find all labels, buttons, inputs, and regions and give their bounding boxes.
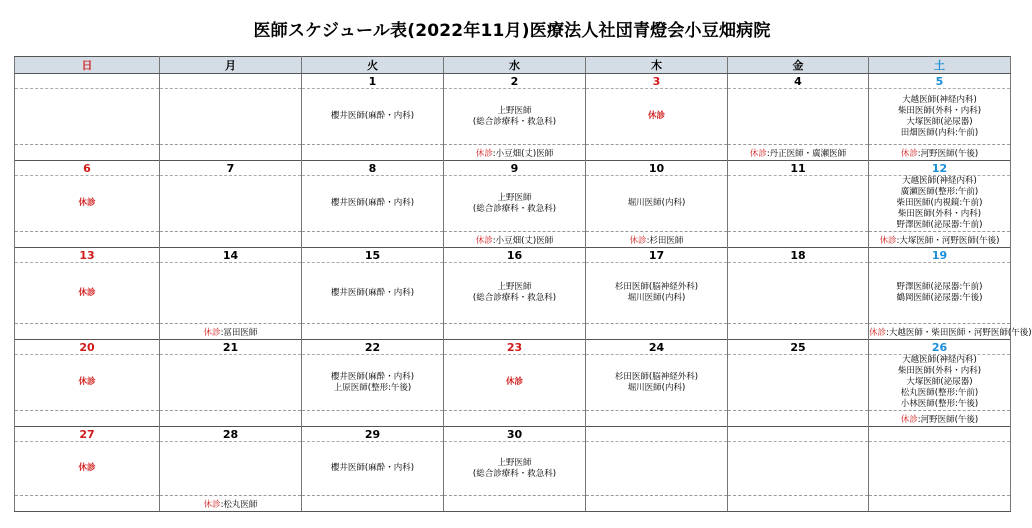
- closed-doctor: :大越医師・柴田医師・河野医師(午後): [886, 327, 1032, 338]
- week2-note-row: [15, 232, 1011, 248]
- note-cell: [728, 411, 869, 427]
- schedule-cell: [586, 263, 728, 324]
- schedule-cell: [160, 442, 302, 496]
- closed-doctor: :大塚医師・河野医師(午後): [896, 235, 1000, 246]
- day-number: 16: [444, 248, 586, 263]
- doctor-entry: 櫻井医師(麻酔・内科): [330, 198, 415, 208]
- day-number: 17: [586, 248, 728, 263]
- schedule-cell: [869, 176, 1011, 232]
- closed-label: 休診: [15, 442, 160, 496]
- doctor-entry: 大越医師(神経内科): [902, 355, 977, 365]
- closed-doctor: :松丸医師: [220, 499, 258, 510]
- closed-label: 休診: [444, 355, 586, 411]
- note-cell: [869, 411, 1011, 427]
- weekday-sun: 日: [15, 57, 160, 74]
- note-cell: [302, 496, 444, 512]
- schedule-cell: [444, 176, 586, 232]
- day-number: 3: [586, 74, 728, 89]
- note-cell: [728, 232, 869, 248]
- doctor-entry: 柴田医師(外科・内科): [897, 105, 982, 116]
- doctor-entry: 大越医師(神経内科): [902, 176, 977, 186]
- week4-day-row: [15, 340, 1011, 355]
- day-number: [728, 427, 869, 442]
- note-cell: [444, 232, 586, 248]
- week5-day-row: [15, 427, 1011, 442]
- closed-label: 休診: [15, 176, 160, 232]
- weekday-header-row: [15, 57, 1011, 74]
- note-cell: [302, 232, 444, 248]
- week4-schedule-row: [15, 355, 1011, 411]
- doctor-entry: 柴田医師(外科・内科): [897, 209, 982, 219]
- closed-label: 休診: [15, 263, 160, 324]
- schedule-cell: [728, 176, 869, 232]
- schedule-cell: [444, 442, 586, 496]
- weekday-wed: 水: [444, 57, 586, 74]
- weekday-mon: 月: [160, 57, 302, 74]
- day-number: 27: [15, 427, 160, 442]
- note-cell: [160, 145, 302, 161]
- note-cell: [15, 145, 160, 161]
- doctor-entry: 松丸医師(整形:午前): [900, 388, 979, 398]
- doctor-entry: 堀川医師(内科): [627, 198, 686, 208]
- week4-note-row: [15, 411, 1011, 427]
- closed-tag: 休診: [203, 499, 221, 510]
- day-number: [160, 74, 302, 89]
- doctor-entry: 杉田医師(脳神経外科): [614, 371, 699, 382]
- schedule-cell: [160, 355, 302, 411]
- schedule-cell: [302, 263, 444, 324]
- note-cell: [160, 232, 302, 248]
- day-number: 28: [160, 427, 302, 442]
- closed-label: 休診: [15, 355, 160, 411]
- doctor-specialty: (総合診療科・救急科): [472, 116, 557, 127]
- note-cell: [302, 145, 444, 161]
- closed-doctor: :杉田医師: [646, 235, 684, 246]
- note-cell: [302, 411, 444, 427]
- doctor-entry: 櫻井医師(麻酔・内科): [330, 371, 415, 382]
- doctor-entry: 小林医師(整形:午後): [900, 399, 979, 409]
- week1-day-row: [15, 74, 1011, 89]
- closed-tag: 休診: [475, 148, 493, 159]
- schedule-cell: [586, 355, 728, 411]
- closed-tag: 休診: [749, 148, 767, 159]
- schedule-cell: [160, 89, 302, 145]
- doctor-entry: 櫻井医師(麻酔・内科): [330, 111, 415, 121]
- closed-doctor: :河野医師(午後): [917, 414, 979, 425]
- day-number: 7: [160, 161, 302, 176]
- day-number: 4: [728, 74, 869, 89]
- schedule-cell: [15, 89, 160, 145]
- schedule-cell: [728, 442, 869, 496]
- doctor-entry: 廣瀬医師(整形:午前): [900, 187, 979, 197]
- day-number: 20: [15, 340, 160, 355]
- note-cell: [444, 496, 586, 512]
- page-title: 医師スケジュール表(2022年11月)医療法人社団青燈会小豆畑病院: [253, 21, 771, 41]
- closed-tag: 休診: [900, 414, 918, 425]
- schedule-cell: [728, 263, 869, 324]
- day-number: 14: [160, 248, 302, 263]
- day-number: 26: [869, 340, 1011, 355]
- day-number: 23: [444, 340, 586, 355]
- weekday-tue: 火: [302, 57, 444, 74]
- day-number: 22: [302, 340, 444, 355]
- day-number: 18: [728, 248, 869, 263]
- week1-note-row: [15, 145, 1011, 161]
- note-cell: [586, 496, 728, 512]
- day-number: 29: [302, 427, 444, 442]
- closed-tag: 休診: [900, 148, 918, 159]
- day-number: 12: [869, 161, 1011, 176]
- schedule-cell: [302, 355, 444, 411]
- schedule-cell: [869, 442, 1011, 496]
- doctor-entry: 堀川医師(内科): [627, 382, 686, 393]
- week5-schedule-row: [15, 442, 1011, 496]
- week3-day-row: [15, 248, 1011, 263]
- day-number: 10: [586, 161, 728, 176]
- schedule-cell: [444, 89, 586, 145]
- day-number: 21: [160, 340, 302, 355]
- doctor-entry: 野澤医師(泌尿器:午前): [896, 220, 983, 230]
- note-cell: [15, 324, 160, 340]
- doctor-entry: 大越医師(神経内科): [902, 94, 977, 105]
- day-number: 24: [586, 340, 728, 355]
- closed-doctor: :小豆畑(丈)医師: [492, 235, 554, 246]
- schedule-cell: [302, 89, 444, 145]
- schedule-cell: [869, 89, 1011, 145]
- note-cell: [160, 411, 302, 427]
- closed-doctor: :丹正医師・廣瀬医師: [766, 148, 847, 159]
- closed-doctor: :冨田医師: [220, 327, 258, 338]
- schedule-cell: [444, 263, 586, 324]
- schedule-cell: [728, 89, 869, 145]
- schedule-table: [14, 56, 1032, 512]
- doctor-entry: 田畑医師(内科:午前): [900, 127, 979, 138]
- note-cell: [444, 324, 586, 340]
- note-cell: [586, 232, 728, 248]
- doctor-entry: 上原医師(整形:午後): [333, 382, 412, 393]
- doctor-entry: 上野医師: [497, 457, 532, 468]
- doctor-entry: 上野医師: [497, 192, 532, 203]
- day-number: 19: [869, 248, 1011, 263]
- week3-schedule-row: [15, 263, 1011, 324]
- week1-schedule-row: [15, 89, 1011, 145]
- weekday-sat: 土: [869, 57, 1011, 74]
- doctor-entry: 野澤医師(泌尿器:午前): [896, 282, 983, 292]
- note-cell: [869, 496, 1011, 512]
- doctor-specialty: (総合診療科・救急科): [472, 293, 557, 303]
- schedule-cell: [728, 355, 869, 411]
- schedule-cell: [160, 176, 302, 232]
- note-cell: [586, 411, 728, 427]
- day-number: 1: [302, 74, 444, 89]
- week2-day-row: [15, 161, 1011, 176]
- day-number: [586, 427, 728, 442]
- note-cell: [444, 145, 586, 161]
- weekday-thu: 木: [586, 57, 728, 74]
- schedule-cell: [160, 263, 302, 324]
- day-number: 30: [444, 427, 586, 442]
- closed-tag: 休診: [475, 235, 493, 246]
- note-cell: [302, 324, 444, 340]
- doctor-entry: 大塚医師(泌尿器): [906, 377, 973, 387]
- schedule-cell: [869, 355, 1011, 411]
- closed-tag: 休診: [869, 327, 887, 338]
- day-number: [15, 74, 160, 89]
- note-cell: [869, 145, 1011, 161]
- doctor-entry: 柴田医師(外科・内科): [897, 366, 982, 376]
- closed-doctor: :河野医師(午後): [917, 148, 979, 159]
- doctor-specialty: (総合診療科・救急科): [472, 203, 557, 214]
- note-cell: [15, 496, 160, 512]
- note-cell: [444, 411, 586, 427]
- doctor-entry: 大塚医師(泌尿器): [906, 116, 973, 127]
- schedule-cell: [302, 176, 444, 232]
- doctor-entry: 堀川医師(内科): [627, 293, 686, 303]
- schedule-cell: [869, 263, 1011, 324]
- doctor-entry: 上野医師: [497, 282, 532, 292]
- day-number: 13: [15, 248, 160, 263]
- day-number: 15: [302, 248, 444, 263]
- schedule-cell: [586, 176, 728, 232]
- note-cell: [728, 145, 869, 161]
- note-cell: [15, 232, 160, 248]
- note-cell: [160, 324, 302, 340]
- note-cell: [586, 324, 728, 340]
- day-number: [869, 427, 1011, 442]
- note-cell: [728, 324, 869, 340]
- closed-tag: 休診: [879, 235, 897, 246]
- day-number: 2: [444, 74, 586, 89]
- day-number: 25: [728, 340, 869, 355]
- closed-label: 休診: [586, 89, 728, 145]
- schedule-cell: [302, 442, 444, 496]
- week5-note-row: [15, 496, 1011, 512]
- doctor-entry: 櫻井医師(麻酔・内科): [330, 463, 415, 473]
- week3-note-row: [15, 324, 1011, 340]
- note-cell: [15, 411, 160, 427]
- closed-doctor: :小豆畑(丈)医師: [492, 148, 554, 159]
- day-number: 9: [444, 161, 586, 176]
- week2-schedule-row: [15, 176, 1011, 232]
- doctor-entry: 柴田医師(内視鏡:午前): [896, 198, 983, 208]
- doctor-entry: 櫻井医師(麻酔・内科): [330, 287, 415, 298]
- doctor-entry: 杉田医師(脳神経外科): [614, 282, 699, 292]
- schedule-cell: [586, 442, 728, 496]
- day-number: 8: [302, 161, 444, 176]
- day-number: 6: [15, 161, 160, 176]
- weekday-fri: 金: [728, 57, 869, 74]
- note-cell: [869, 232, 1011, 248]
- day-number: 11: [728, 161, 869, 176]
- closed-tag: 休診: [629, 235, 647, 246]
- day-number: 5: [869, 74, 1011, 89]
- note-cell: [586, 145, 728, 161]
- note-cell: [728, 496, 869, 512]
- note-cell: [869, 324, 1032, 340]
- closed-tag: 休診: [203, 327, 221, 338]
- doctor-entry: 上野医師: [497, 105, 532, 116]
- doctor-specialty: (総合診療科・救急科): [472, 468, 557, 479]
- doctor-entry: 鶴岡医師(泌尿器:午後): [896, 293, 983, 303]
- note-cell: [160, 496, 302, 512]
